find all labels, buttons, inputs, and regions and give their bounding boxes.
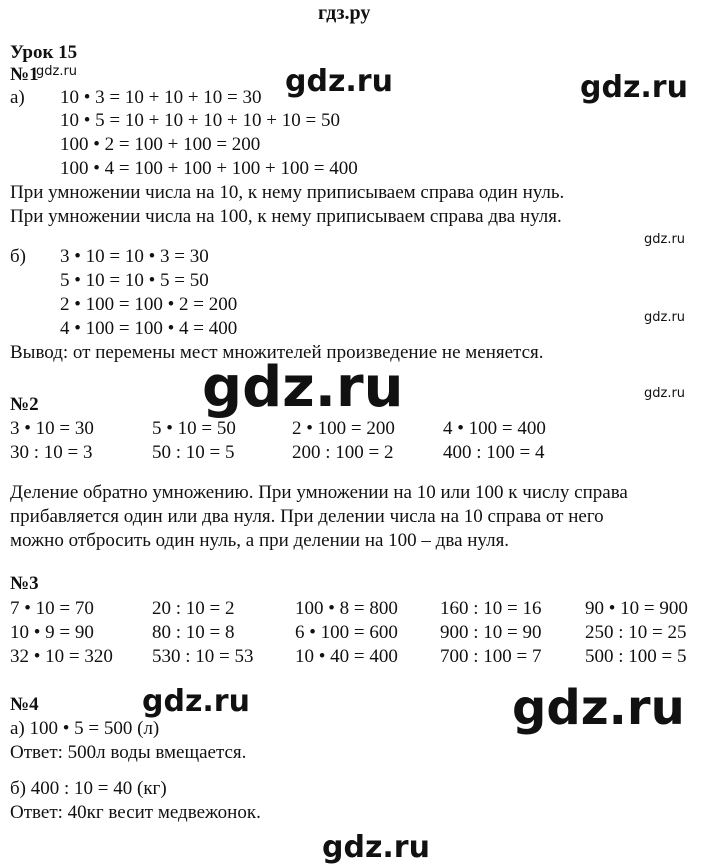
equation-cell: 700 : 100 = 7 <box>440 646 542 667</box>
answer-line: Ответ: 500л воды вмещается. <box>10 742 247 763</box>
watermark: gdz.ru <box>285 64 393 99</box>
equation-cell: 3 • 10 = 30 <box>10 418 94 439</box>
answer-line: Ответ: 40кг весит медвежонок. <box>10 802 261 823</box>
watermark: gdz.ru <box>322 830 430 865</box>
rule-text: При умножении числа на 10, к нему приписываем справа один нуль. <box>10 182 565 203</box>
equation-line: 5 • 10 = 10 • 5 = 50 <box>60 270 209 291</box>
equation-cell: 500 : 100 = 5 <box>585 646 687 667</box>
task1-part-a-label: а) <box>10 87 25 108</box>
task3-heading: №3 <box>10 573 39 594</box>
explanation-line: прибавляется один или два нуля. При делении числа на 10 справа от него <box>10 506 604 527</box>
equation-cell: 4 • 100 = 400 <box>443 418 546 439</box>
task4-heading: №4 <box>10 694 39 715</box>
equation-cell: 250 : 10 = 25 <box>585 622 687 643</box>
equation-cell: 50 : 10 = 5 <box>152 442 235 463</box>
site-header: гдз.ру <box>318 2 371 24</box>
equation-cell: 400 : 100 = 4 <box>443 442 545 463</box>
equation-cell: 6 • 100 = 600 <box>295 622 398 643</box>
equation-cell: 530 : 10 = 53 <box>152 646 254 667</box>
equation-cell: 10 • 9 = 90 <box>10 622 94 643</box>
equation-line: 100 • 2 = 100 + 100 = 200 <box>60 134 261 155</box>
watermark: gdz.ru <box>512 680 685 736</box>
watermark: gdz.ru <box>142 684 250 719</box>
equation-cell: 30 : 10 = 3 <box>10 442 93 463</box>
equation-cell: 160 : 10 = 16 <box>440 598 542 619</box>
watermark: gdz.ru <box>36 64 78 79</box>
equation-cell: 5 • 10 = 50 <box>152 418 236 439</box>
watermark: gdz.ru <box>644 386 686 401</box>
equation-cell: 7 • 10 = 70 <box>10 598 94 619</box>
lesson-title: Урок 15 <box>10 42 78 63</box>
conclusion-text: Вывод: от перемены мест множителей произведение не меняется. <box>10 342 544 363</box>
rule-text: При умножении числа на 100, к нему приписываем справа два нуля. <box>10 206 562 227</box>
watermark: gdz.ru <box>644 232 686 247</box>
watermark: gdz.ru <box>644 310 686 325</box>
equation-cell: 80 : 10 = 8 <box>152 622 235 643</box>
equation-cell: 32 • 10 = 320 <box>10 646 113 667</box>
task1-part-b-label: б) <box>10 246 26 267</box>
explanation-line: Деление обратно умножению. При умножении на 10 или 100 к числу справа <box>10 482 628 503</box>
explanation-line: можно отбросить один нуль, а при делении на 100 – два нуля. <box>10 530 510 551</box>
solution-line: а) 100 • 5 = 500 (л) <box>10 718 160 739</box>
equation-line: 4 • 100 = 100 • 4 = 400 <box>60 318 238 339</box>
equation-cell: 20 : 10 = 2 <box>152 598 235 619</box>
equation-line: 10 • 5 = 10 + 10 + 10 + 10 + 10 = 50 <box>60 110 340 131</box>
equation-line: 3 • 10 = 10 • 3 = 30 <box>60 246 209 267</box>
watermark: gdz.ru <box>202 355 404 420</box>
equation-cell: 100 • 8 = 800 <box>295 598 398 619</box>
equation-line: 100 • 4 = 100 + 100 + 100 + 100 = 400 <box>60 158 358 179</box>
task2-heading: №2 <box>10 394 39 415</box>
equation-cell: 2 • 100 = 200 <box>292 418 395 439</box>
equation-cell: 200 : 100 = 2 <box>292 442 394 463</box>
equation-line: 10 • 3 = 10 + 10 + 10 = 30 <box>60 87 262 108</box>
equation-line: 2 • 100 = 100 • 2 = 200 <box>60 294 238 315</box>
task1-heading: №1 <box>10 64 39 85</box>
watermark: gdz.ru <box>580 70 688 105</box>
equation-cell: 90 • 10 = 900 <box>585 598 688 619</box>
solution-line: б) 400 : 10 = 40 (кг) <box>10 778 167 799</box>
equation-cell: 10 • 40 = 400 <box>295 646 398 667</box>
equation-cell: 900 : 10 = 90 <box>440 622 542 643</box>
